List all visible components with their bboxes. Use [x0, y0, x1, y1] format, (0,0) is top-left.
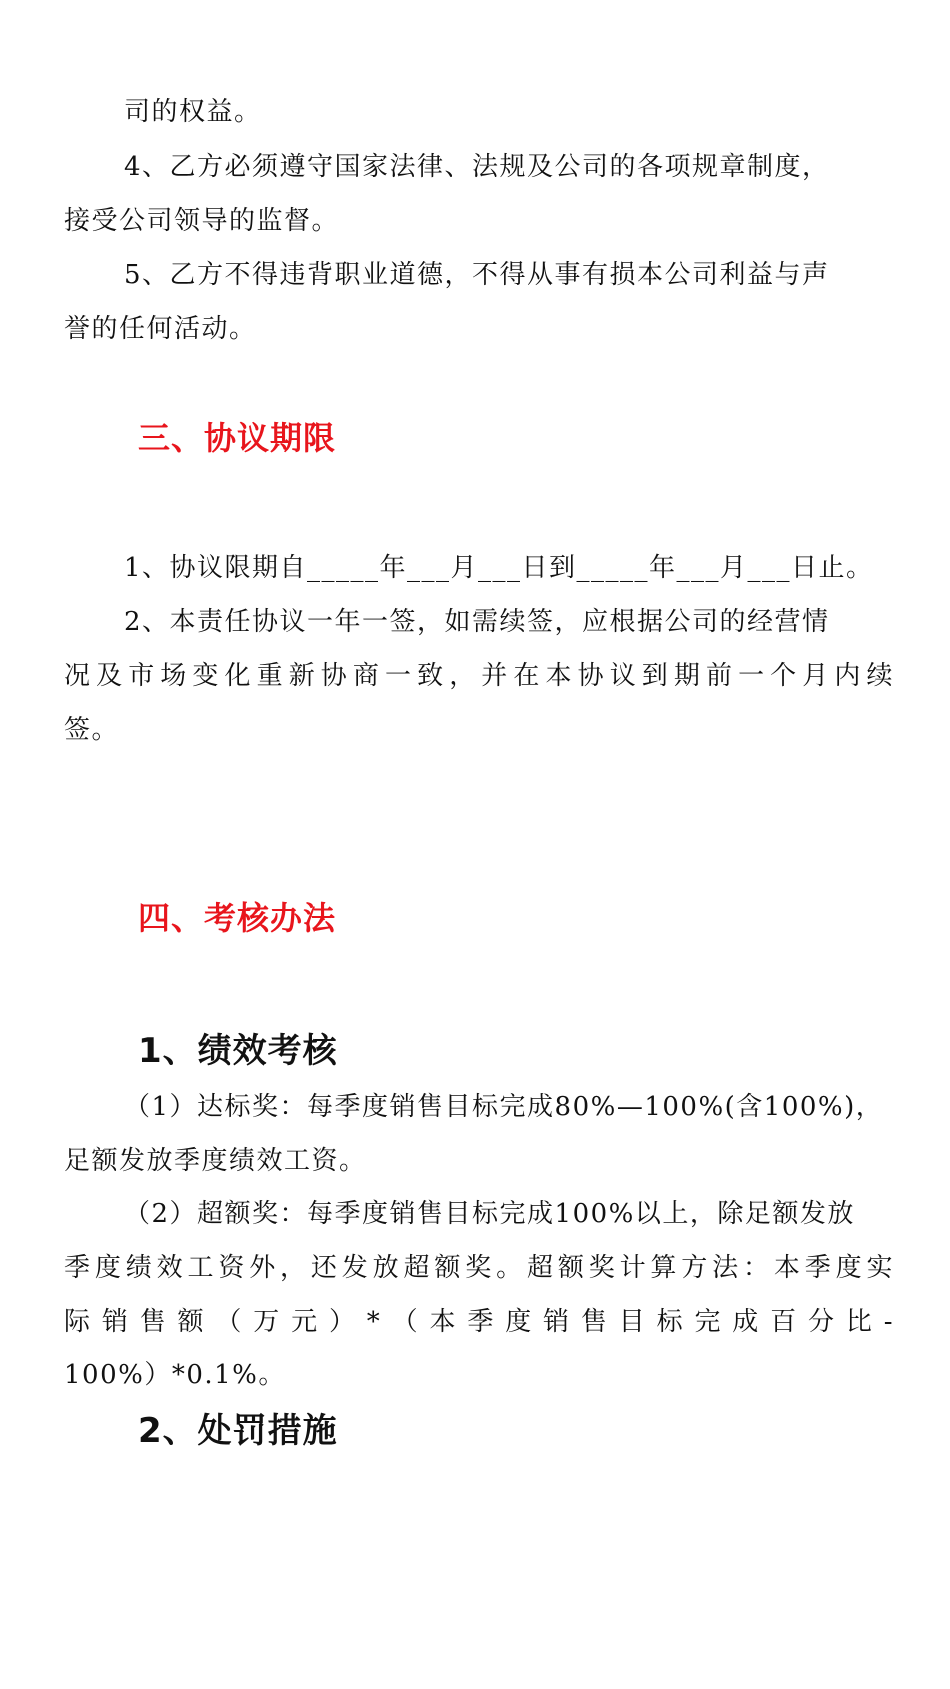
paragraph-line: 季度绩效工资外，还发放超额奖。超额奖计算方法：本季度实	[64, 1253, 894, 1283]
paragraph-line: 誉的任何活动。	[64, 314, 257, 344]
paragraph-line: 况及市场变化重新协商一致，并在本协议到期前一个月内续	[64, 661, 894, 691]
paragraph-line: 际销售额（万元）*（本季度销售目标完成百分比-	[64, 1307, 894, 1337]
paragraph-line: 5、乙方不得违背职业道德，不得从事有损本公司利益与声	[124, 260, 830, 290]
paragraph-line: 4、乙方必须遵守国家法律、法规及公司的各项规章制度，	[124, 152, 830, 182]
paragraph-line: （1）达标奖：每季度销售目标完成80%—100%(含100%)，	[124, 1092, 884, 1122]
paragraph-line: 足额发放季度绩效工资。	[64, 1146, 367, 1176]
paragraph-line: 2、本责任协议一年一签，如需续签，应根据公司的经营情	[124, 607, 830, 637]
section-heading-4: 四、考核办法	[138, 899, 337, 937]
paragraph-line: 1、协议限期自_____年___月___日到_____年___月___日止。	[124, 553, 874, 583]
paragraph-line: 接受公司领导的监督。	[64, 206, 340, 236]
paragraph-line: 签。	[64, 715, 120, 745]
subsection-heading-2: 2、处罚措施	[138, 1411, 338, 1451]
paragraph-line: 司的权益。	[124, 97, 262, 127]
paragraph-line: 100%）*0.1%。	[64, 1360, 286, 1390]
subsection-heading-1: 1、绩效考核	[138, 1031, 338, 1071]
section-heading-3: 三、协议期限	[138, 419, 337, 457]
paragraph-line: （2）超额奖：每季度销售目标完成100%以上，除足额发放	[124, 1199, 855, 1229]
